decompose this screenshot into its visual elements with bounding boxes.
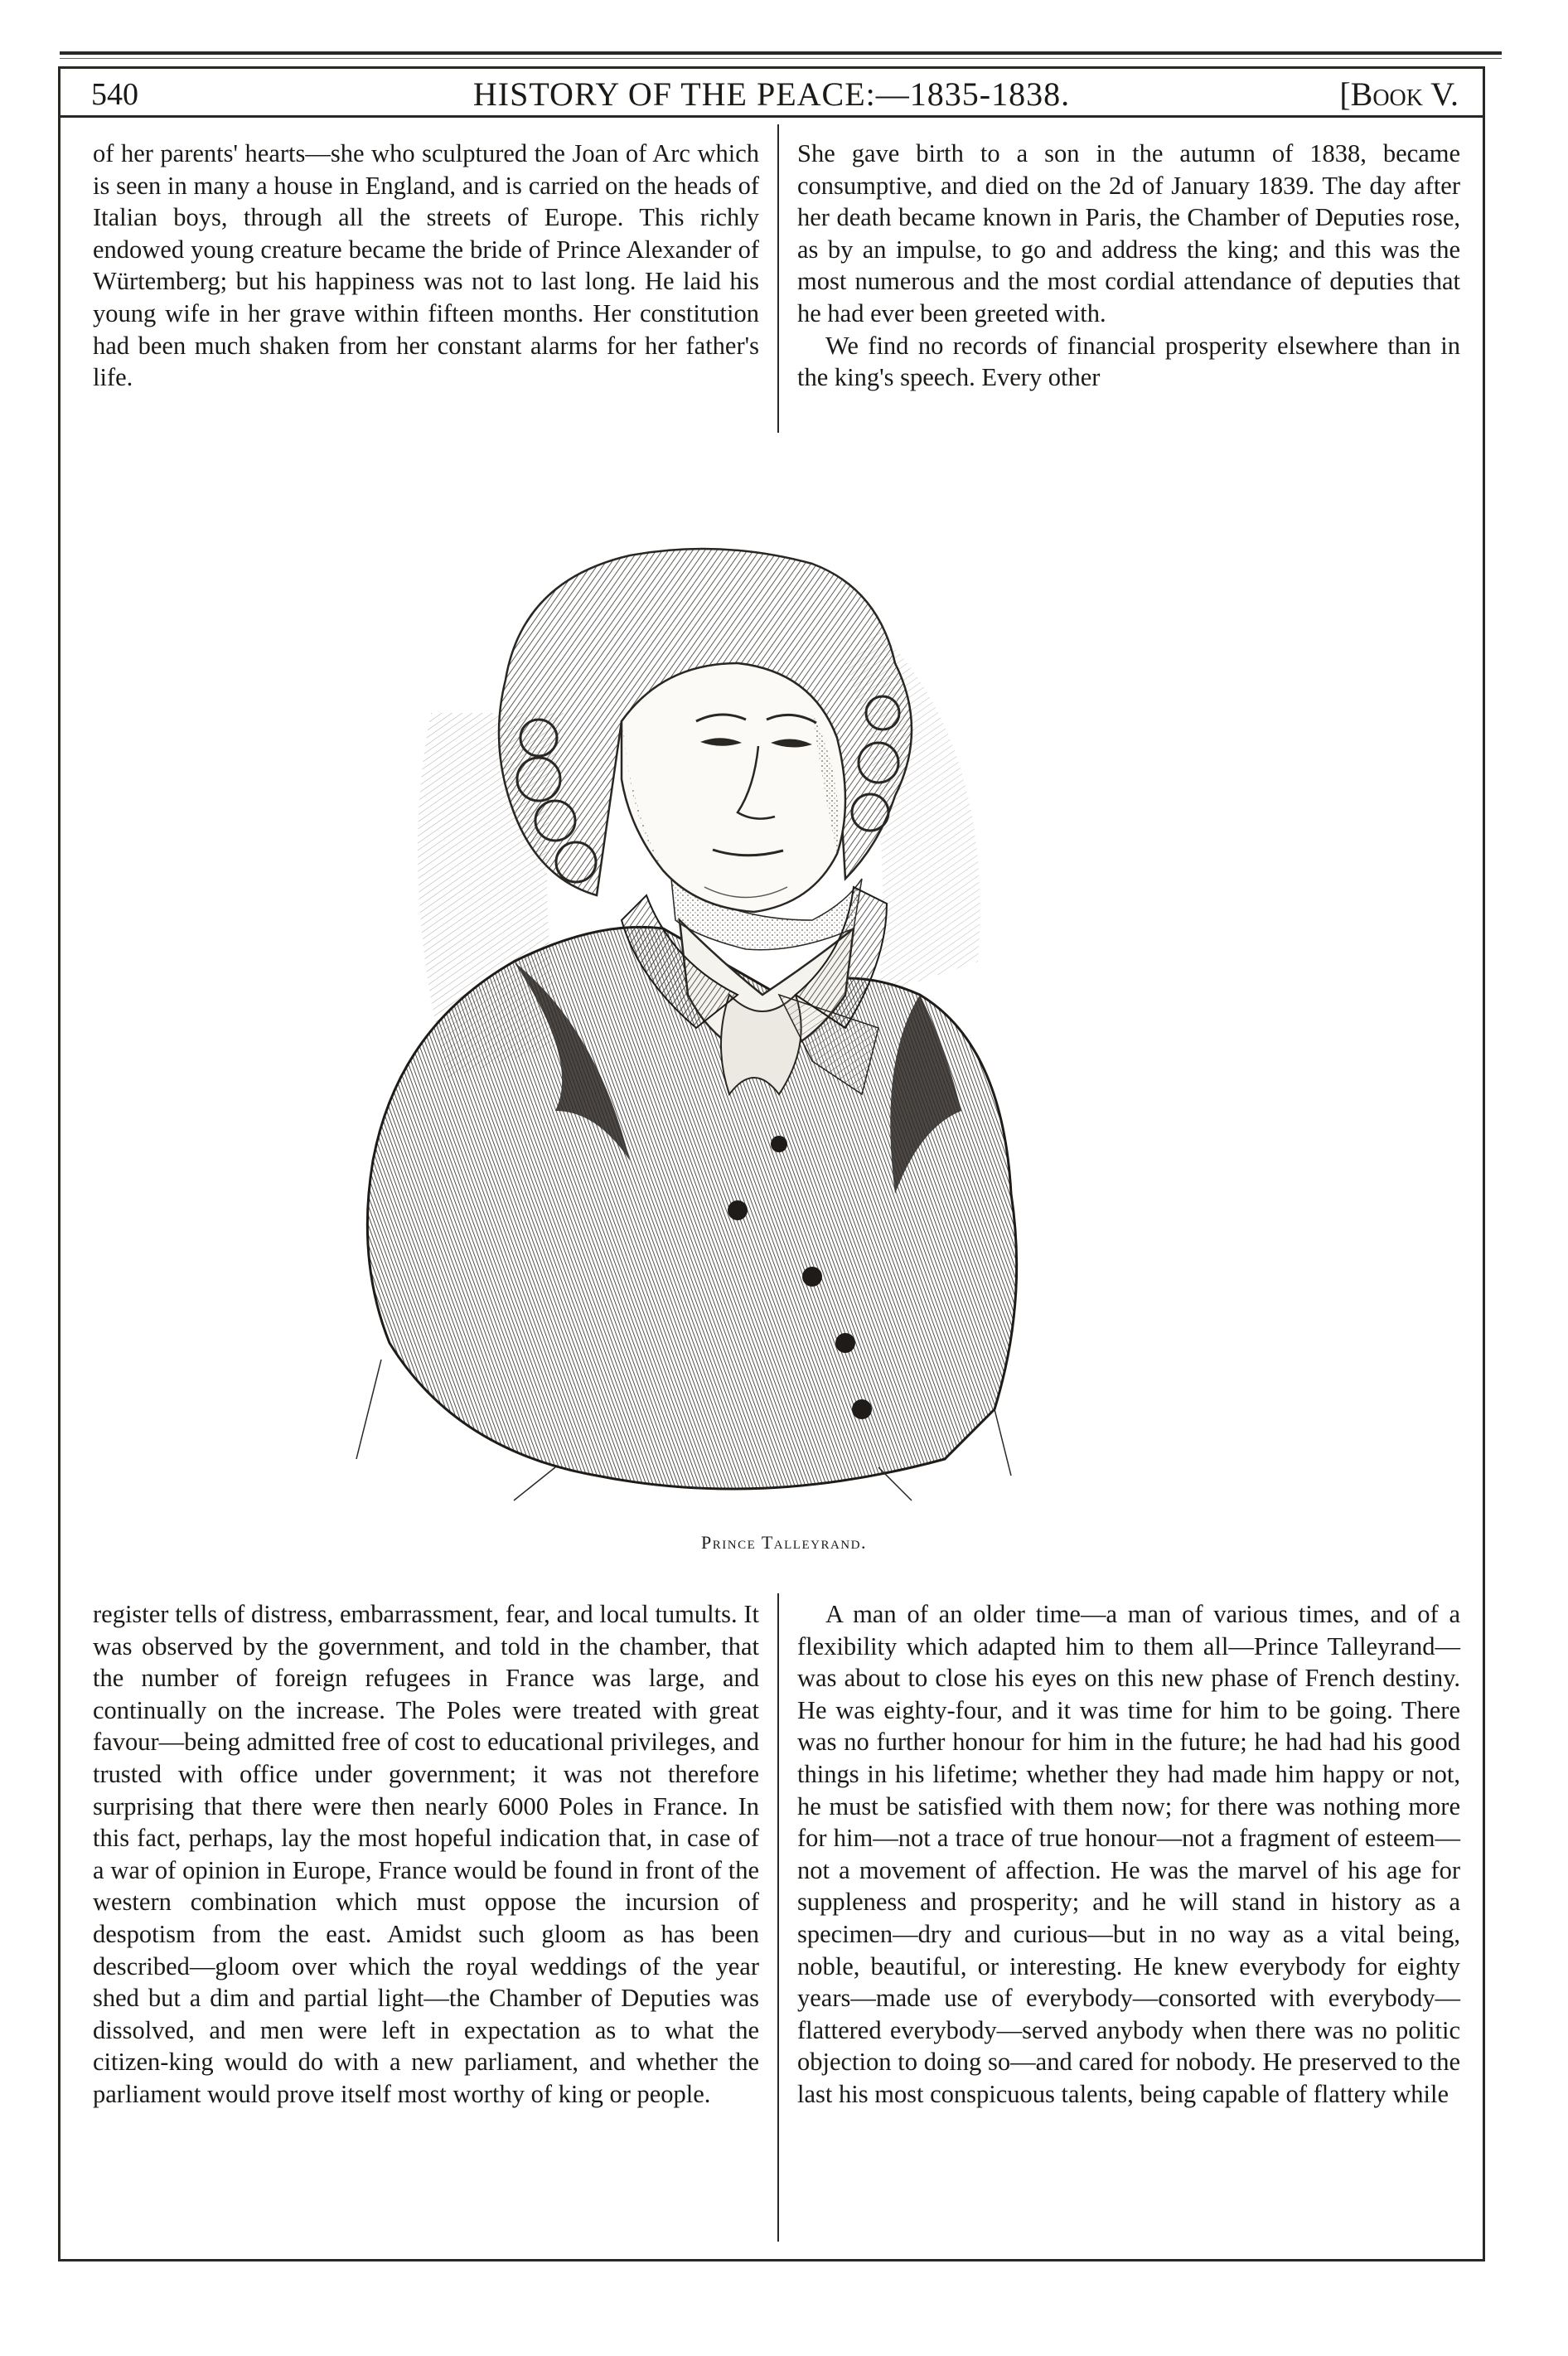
column-rule-top	[777, 124, 779, 433]
left-column-top	[93, 138, 759, 394]
paragraph: She gave birth to a son in the autumn of 1838, became consumptive, and died on the 2d of January 1839. The day after her death became known in Paris, the Chamber of Deputies rose, as by an impulse, to go and address the king; and this was the most numerous and the most cordial attendance of deputies that he had ever been greeted with.	[797, 139, 1460, 327]
book-label: [Book V.	[1339, 75, 1459, 113]
face	[622, 663, 845, 912]
paragraph: register tells of distress, embarrassment, fear, and local tumults. It was observed by the government, and told in the chamber, that the number of foreign refugees in France was large, and continually on the increase. The Poles were treated with great favour—being admitted free of cost to educational privileges, and trusted with office under government; it was not therefore surprising that there were then nearly 6000 Poles in France. In this fact, perhaps, lay the most hopeful indication that, in case of a war of opinion in Europe, France would be found in front of the western combination which must oppose the incursion of despotism from the east. Amidst such gloom as has been described—gloom over which the royal weddings of the year shed but a dim and partial light—the Chamber of Deputies was dissolved, and men were left in expectation as to what the citizen-king would do with a new parliament, and whether the parliament would prove itself most worthy of king or people.	[93, 1600, 759, 2108]
running-title: HISTORY OF THE PEACE:—1835-1838.	[472, 75, 1071, 113]
paragraph: of her parents' hearts—she who sculptured the Joan of Arc which is seen in many a house in England, and is carried on the heads of Italian boys, through all the streets of Europe. This richly endowed young creature became the bride of Prince Alexander of Würtemberg; but his happiness was not to last long. He laid his young wife in her grave within fifteen months. Her constitution had been much shaken from her constant alarms for her father's life.	[93, 139, 759, 392]
illustration-caption: Prince Talleyrand.	[701, 1532, 867, 1553]
column-rule-bottom	[777, 1593, 779, 2242]
running-header	[58, 66, 1485, 118]
right-column-bottom	[797, 1598, 1460, 2111]
left-column-bottom	[93, 1598, 759, 2111]
talleyrand-engraving	[348, 531, 1177, 1525]
page-number: 540	[91, 77, 138, 112]
top-rule-thin	[60, 58, 1502, 59]
top-rule	[60, 51, 1502, 55]
paragraph: We find no records of financial prosperity elsewhere than in the king's speech. Every other	[797, 331, 1460, 392]
right-column-top	[797, 138, 1460, 394]
paragraph: A man of an older time—a man of various times, and of a flexibility which adapted him to them all—Prince Talleyrand—was about to close his eyes on this new phase of French destiny. He was eighty-four, and it was time for him to be going. There was no further honour for him in the future; he had had his good things in his lifetime; whether they had made him happy or not, he must be satisfied with them now; for there was nothing more for him—not a trace of true honour—not a fragment of esteem—not a movement of affection. He was the marvel of his age for suppleness and prosperity; and he will stand in history as a specimen—dry and curious—but in no way as a vital being, noble, beautiful, or interesting. He knew everybody for eighty years—made use of everybody—consorted with everybody—flattered everybody—served anybody when there was no politic objection to doing so—and cared for nobody. He preserved to the last his most conspicuous talents, being capable of flattery while	[797, 1600, 1460, 2108]
